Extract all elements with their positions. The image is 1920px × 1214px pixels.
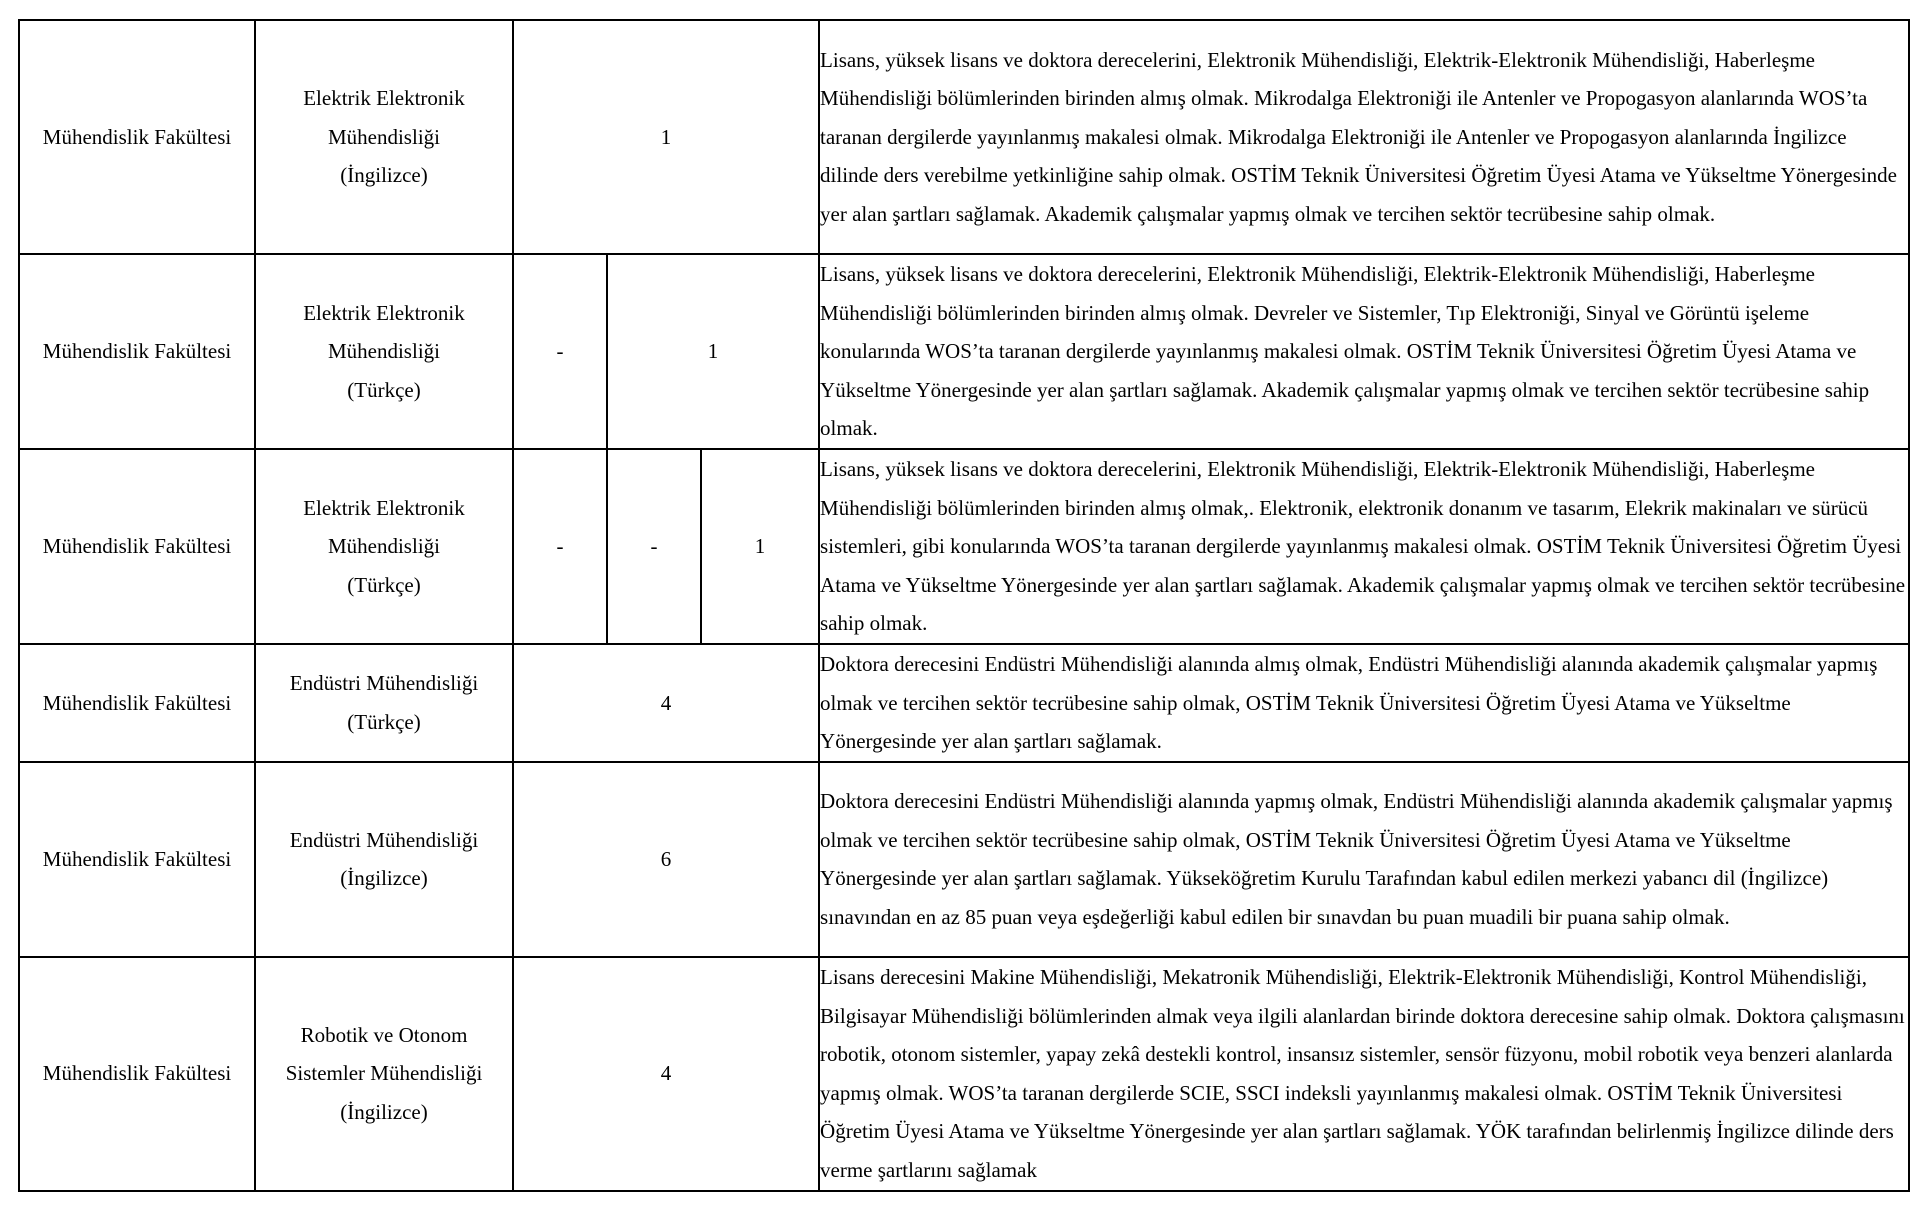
position-listing-table [18,19,1910,1192]
department-cell [255,449,513,644]
department-cell [255,254,513,449]
department-line: Mühendisliği [327,534,440,559]
department-line: Elektrik Elektronik [303,86,465,111]
requirements-cell: Lisans derecesini Makine Mühendisliği, Mekatronik Mühendisliği, Elektrik-Elektronik Mühendisliği, Kontrol Mühendisliği, Bilgisayar Mühendisliği bölümlerinden almak veya ilgili alanlardan birinde doktora derecesine sahip olmak. Doktora çalışmasını robotik, otonom sistemler, yapay zekâ destekli kontrol, insansız sistemler, sensör füzyonu, mobil robotik veya benzeri alanlarda yapmış olmak. WOS’ta taranan dergilerde SCIE, SSCI indeksli yayınlanmış makalesi olmak. OSTİM Teknik Üniversitesi Öğretim Üyesi Atama ve Yükseltme Yönergesinde yer alan şartları sağlamak. YÖK tarafından belirlenmiş İngilizce dilinde ders verme şartlarını sağlamak [819,957,1909,1191]
position-count-cell: 1 [607,254,819,449]
position-count-cell: - [513,254,607,449]
requirements-cell: Lisans, yüksek lisans ve doktora derecelerini, Elektronik Mühendisliği, Elektrik-Elektronik Mühendisliği, Haberleşme Mühendisliği bölümlerinden birinden almış olmak. Mikrodalga Elektroniği ile Antenler ve Propogasyon alanlarında WOS’ta taranan dergilerde yayınlanmış makalesi olmak. Mikrodalga Elektroniği ile Antenler ve Propogasyon alanlarında İngilizce dilinde ders verebilme yetkinliğine sahip olmak. OSTİM Teknik Üniversitesi Öğretim Üyesi Atama ve Yükseltme Yönergesinde yer alan şartları sağlamak. Akademik çalışmalar yapmış olmak ve tercihen sektör tecrübesine sahip olmak. [819,20,1909,254]
department-line: (Türkçe) [347,377,421,402]
position-count-cell: - [607,449,701,644]
department-line: Sistemler Mühendisliği [285,1061,483,1086]
table-row [19,762,1909,957]
requirements-cell: Doktora derecesini Endüstri Mühendisliği alanında almış olmak, Endüstri Mühendisliği alanında akademik çalışmalar yapmış olmak ve tercihen sektör tecrübesine sahip olmak, OSTİM Teknik Üniversitesi Öğretim Üyesi Atama ve Yükseltme Yönergesinde yer alan şartları sağlamak. [819,644,1909,762]
department-line: (Türkçe) [347,709,421,734]
position-count-cell: - [513,449,607,644]
department-cell [255,644,513,762]
position-count-cell: 1 [701,449,819,644]
position-count-cell: 6 [513,762,819,957]
requirements-cell: Doktora derecesini Endüstri Mühendisliği alanında yapmış olmak, Endüstri Mühendisliği alanında akademik çalışmalar yapmış olmak ve tercihen sektör tecrübesine sahip olmak, OSTİM Teknik Üniversitesi Öğretim Üyesi Atama ve Yükseltme Yönergesinde yer alan şartları sağlamak. Yükseköğretim Kurulu Tarafından kabul edilen merkezi yabancı dil (İngilizce) sınavından en az 85 puan veya eşdeğerliği kabul edilen bir sınavdan bu puan muadili bir puana sahip olmak. [819,762,1909,957]
requirements-cell: Lisans, yüksek lisans ve doktora derecelerini, Elektronik Mühendisliği, Elektrik-Elektronik Mühendisliği, Haberleşme Mühendisliği bölümlerinden birinden almış olmak,. Elektronik, elektronik donanım ve tasarım, Elekrik makinaları ve sürücü sistemleri, gibi konularında WOS’ta taranan dergilerde yayınlanmış makalesi olmak. OSTİM Teknik Üniversitesi Öğretim Üyesi Atama ve Yükseltme Yönergesinde yer alan şartları sağlamak. Akademik çalışmalar yapmış olmak ve tercihen sektör tecrübesine sahip olmak. [819,449,1909,644]
table-row [19,449,1909,644]
position-count-cell: 1 [513,20,819,254]
faculty-cell: Mühendislik Fakültesi [19,20,255,254]
department-line: Elektrik Elektronik [303,495,465,520]
department-line: Endüstri Mühendisliği [289,827,479,852]
table-row [19,957,1909,1191]
faculty-cell: Mühendislik Fakültesi [19,762,255,957]
faculty-cell: Mühendislik Fakültesi [19,957,255,1191]
department-line: Endüstri Mühendisliği [289,671,479,696]
department-cell [255,762,513,957]
department-cell [255,957,513,1191]
table-row [19,254,1909,449]
department-line: Robotik ve Otonom [300,1022,468,1047]
department-line: (İngilizce) [340,1099,428,1124]
table-row [19,20,1909,254]
requirements-cell: Lisans, yüksek lisans ve doktora derecelerini, Elektronik Mühendisliği, Elektrik-Elektronik Mühendisliği, Haberleşme Mühendisliği bölümlerinden birinden almış olmak. Devreler ve Sistemler, Tıp Elektroniği, Sinyal ve Görüntü işeleme konularında WOS’ta taranan dergilerde yayınlanmış makalesi olmak. OSTİM Teknik Üniversitesi Öğretim Üyesi Atama ve Yükseltme Yönergesinde yer alan şartları sağlamak. Akademik çalışmalar yapmış olmak ve tercihen sektör tecrübesine sahip olmak. [819,254,1909,449]
department-line: Elektrik Elektronik [303,300,465,325]
table-row [19,644,1909,762]
faculty-cell: Mühendislik Fakültesi [19,644,255,762]
department-line: Mühendisliği [327,124,440,149]
position-count-cell: 4 [513,644,819,762]
department-cell [255,20,513,254]
department-line: (İngilizce) [340,866,428,890]
department-line: (Türkçe) [347,572,421,597]
faculty-cell: Mühendislik Fakültesi [19,449,255,644]
department-line: (İngilizce) [340,163,428,188]
faculty-cell: Mühendislik Fakültesi [19,254,255,449]
position-count-cell: 4 [513,957,819,1191]
department-line: Mühendisliği [327,339,440,364]
